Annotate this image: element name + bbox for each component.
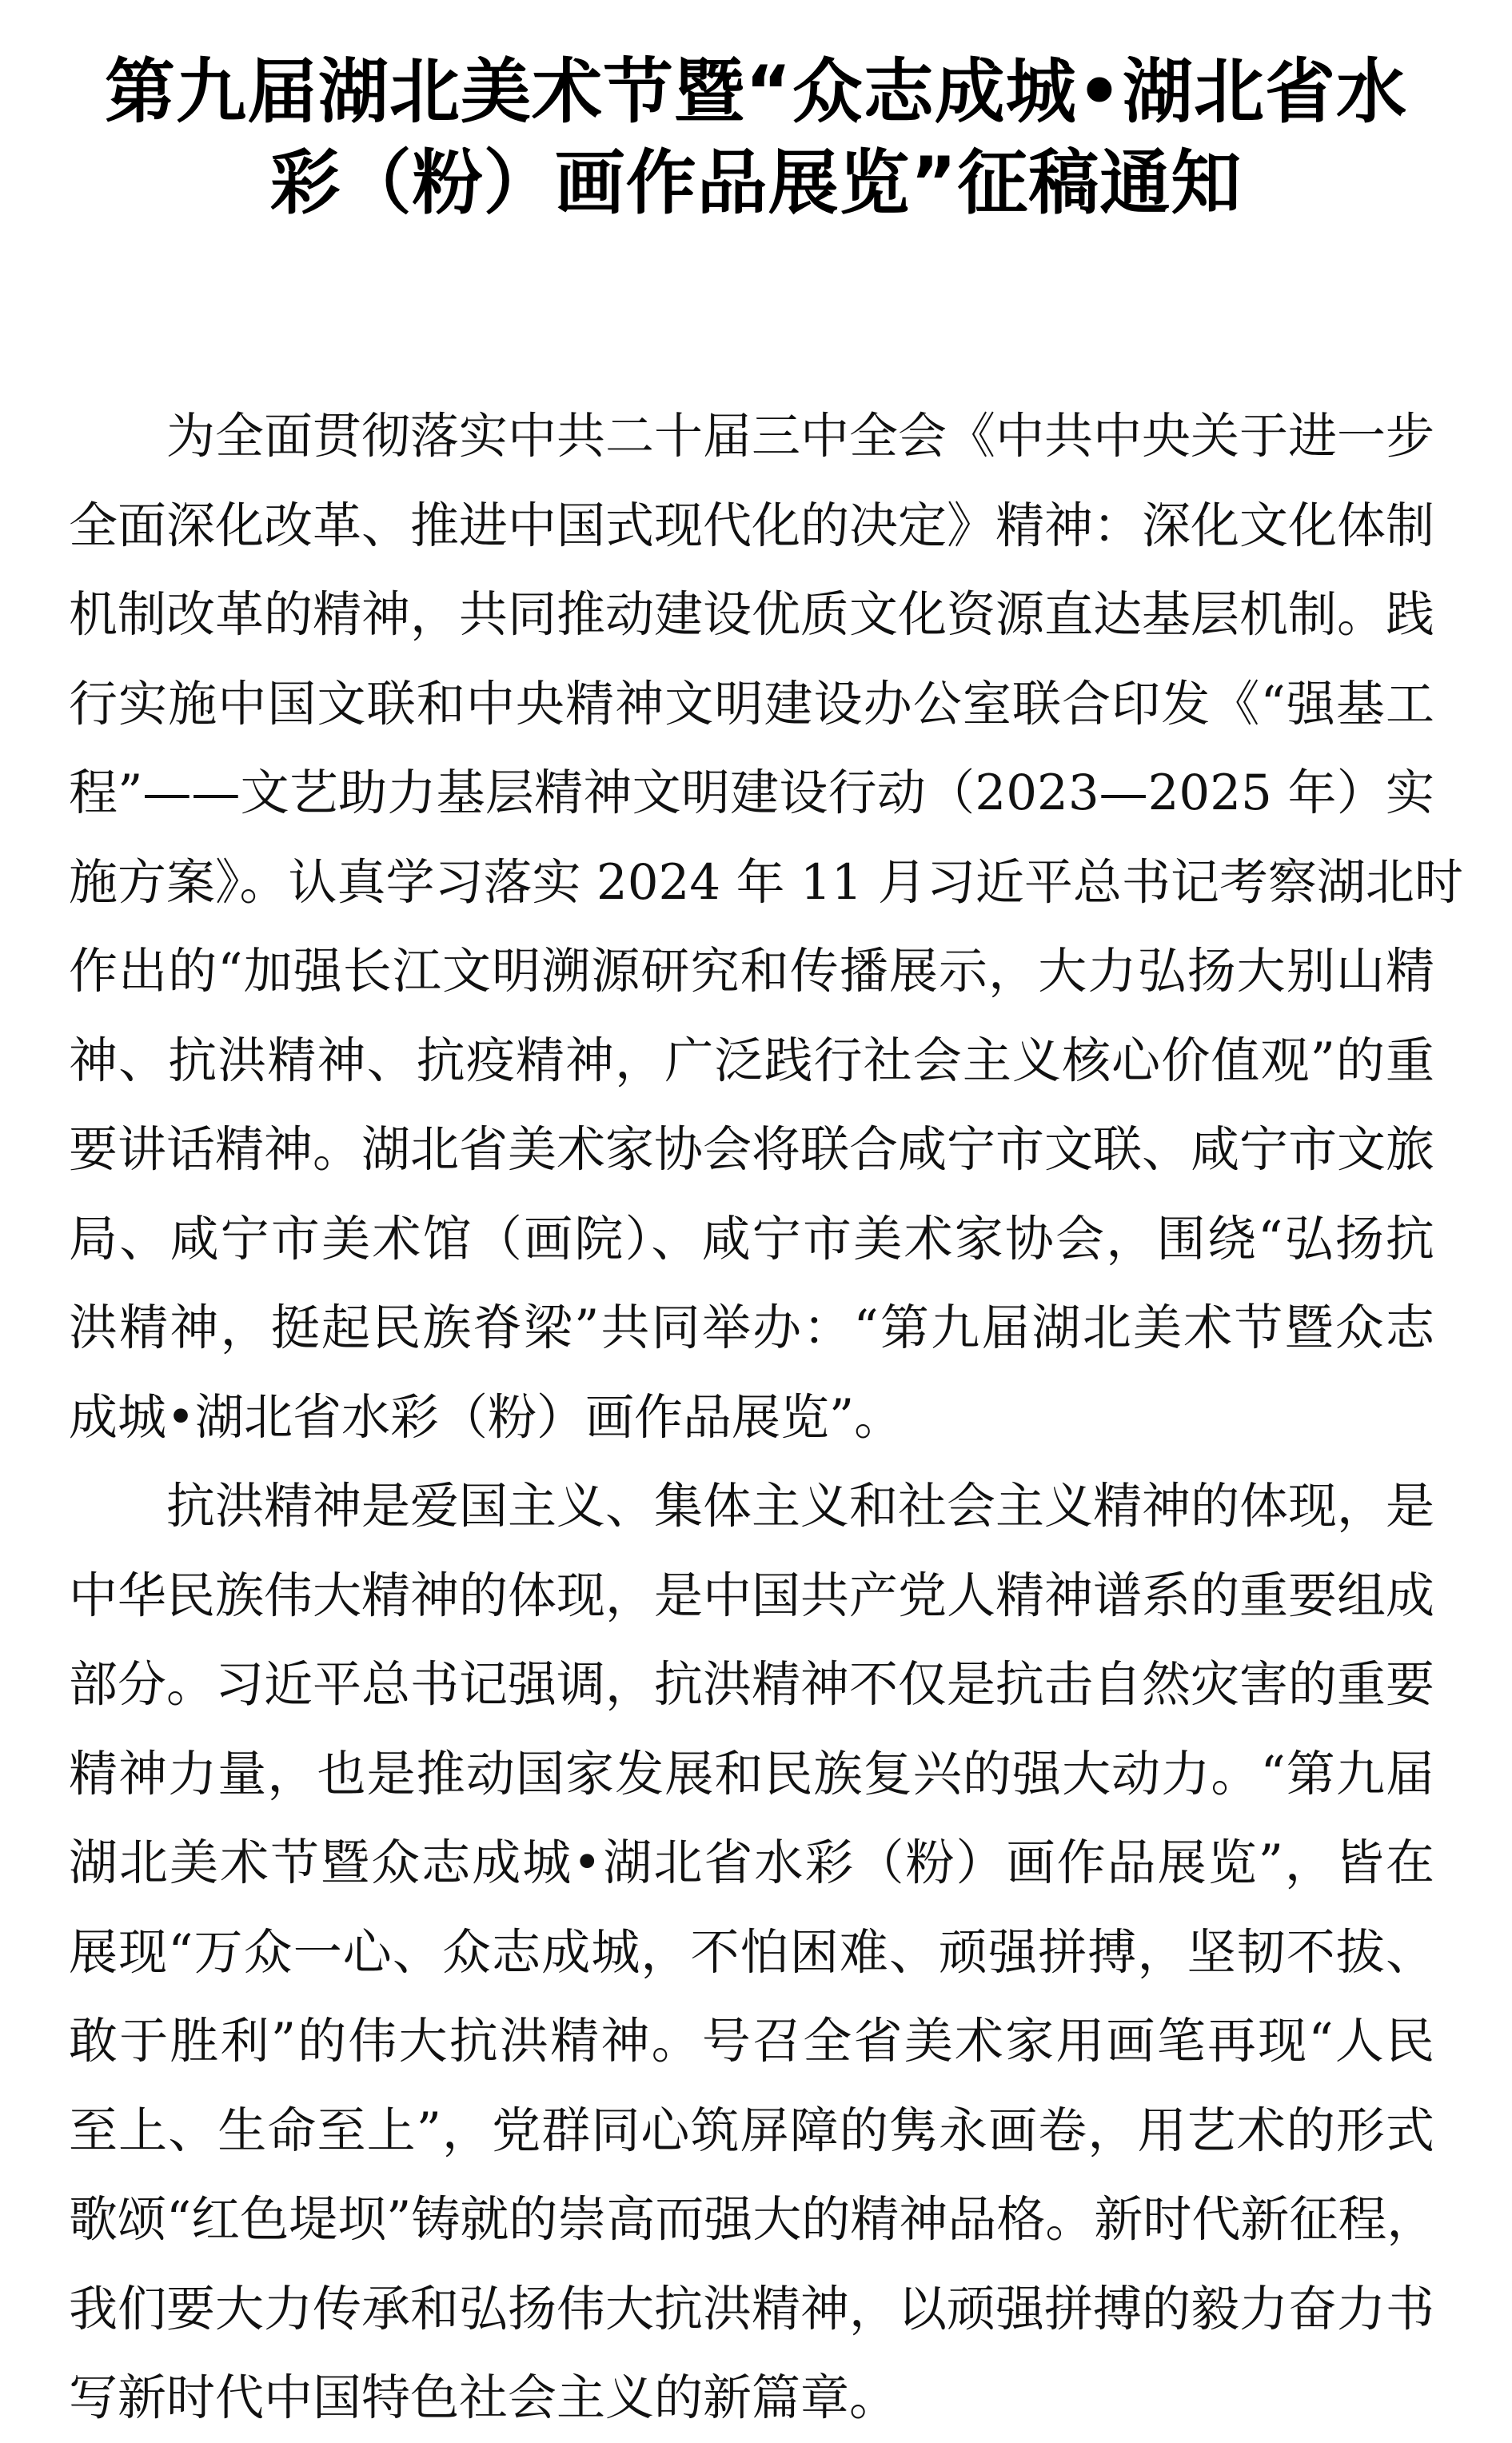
- paragraph-line: 至上、生命至上”，党群同心筑屏障的隽永画卷，用艺术的形式: [69, 2102, 1434, 2159]
- paragraph-line: 局、咸宁市美术馆（画院）、咸宁市美术家协会，围绕“弘扬抗: [69, 1210, 1434, 1267]
- document-body: [69, 392, 1463, 2443]
- paragraph-line: 精神力量，也是推动国家发展和民族复兴的强大动力。“第九届: [69, 1745, 1434, 1802]
- paragraph-line: 写新时代中国特色社会主义的新篇章。: [69, 2369, 899, 2426]
- paragraph-line: 行实施中国文联和中央精神文明建设办公室联合印发《“强基工: [69, 675, 1434, 733]
- paragraph-line: 成城•湖北省水彩（粉）画作品展览”。: [69, 1388, 904, 1446]
- paragraph-line: 中华民族伟大精神的体现，是中国共产党人精神谱系的重要组成: [69, 1567, 1435, 1624]
- paragraph-line: 我们要大力传承和弘扬伟大抗洪精神，以顽强拼搏的毅力奋力书: [69, 2280, 1435, 2337]
- paragraph-line: 要讲话精神。湖北省美术家协会将联合咸宁市文联、咸宁市文旅: [69, 1121, 1435, 1178]
- page-title: [32, 46, 1480, 229]
- title-line-2: 彩（粉）画作品展览”征稿通知: [269, 142, 1243, 224]
- paragraph-line: 程”——文艺助力基层精神文明建设行动（2023—2025 年）实: [69, 764, 1434, 821]
- paragraph-line: 展现“万众一心、众志成城，不怕困难、顽强拼搏，坚韧不拔、: [69, 1923, 1434, 1981]
- paragraph-line: 作出的“加强长江文明溯源研究和传播展示，大力弘扬大别山精: [69, 943, 1434, 1000]
- paragraph-line: 歌颂“红色堤坝”铸就的崇高而强大的精神品格。新时代新征程，: [69, 2191, 1436, 2248]
- paragraph-line: 洪精神，挺起民族脊梁”共同举办：“第九届湖北美术节暨众志: [69, 1299, 1434, 1356]
- paragraph-line: 湖北美术节暨众志成城•湖北省水彩（粉）画作品展览”，皆在: [69, 1834, 1434, 1891]
- paragraph-line: 施方案》。认真学习落实 2024 年 11 月习近平总书记考察湖北时: [69, 853, 1463, 911]
- title-line-1: 第九届湖北美术节暨“众志成城•湖北省水: [104, 50, 1408, 133]
- paragraph-1: [69, 392, 1463, 1462]
- paragraph-line: 机制改革的精神，共同推动建设优质文化资源直达基层机制。践: [69, 586, 1435, 643]
- paragraph-line: 全面深化改革、推进中国式现代化的决定》精神：深化文化体制: [69, 497, 1435, 554]
- paragraph-line: 抗洪精神是爱国主义、集体主义和社会主义精神的体现，是: [69, 1478, 1435, 1535]
- paragraph-line: 神、抗洪精神、抗疫精神，广泛践行社会主义核心价值观”的重: [69, 1032, 1434, 1089]
- paragraph-line: 部分。习近平总书记强调，抗洪精神不仅是抗击自然灾害的重要: [69, 1656, 1435, 1713]
- paragraph-2: [69, 1462, 1434, 2443]
- paragraph-line: 敢于胜利”的伟大抗洪精神。号召全省美术家用画笔再现“人民: [69, 2013, 1434, 2070]
- paragraph-line: 为全面贯彻落实中共二十届三中全会《中共中央关于进一步: [69, 408, 1435, 465]
